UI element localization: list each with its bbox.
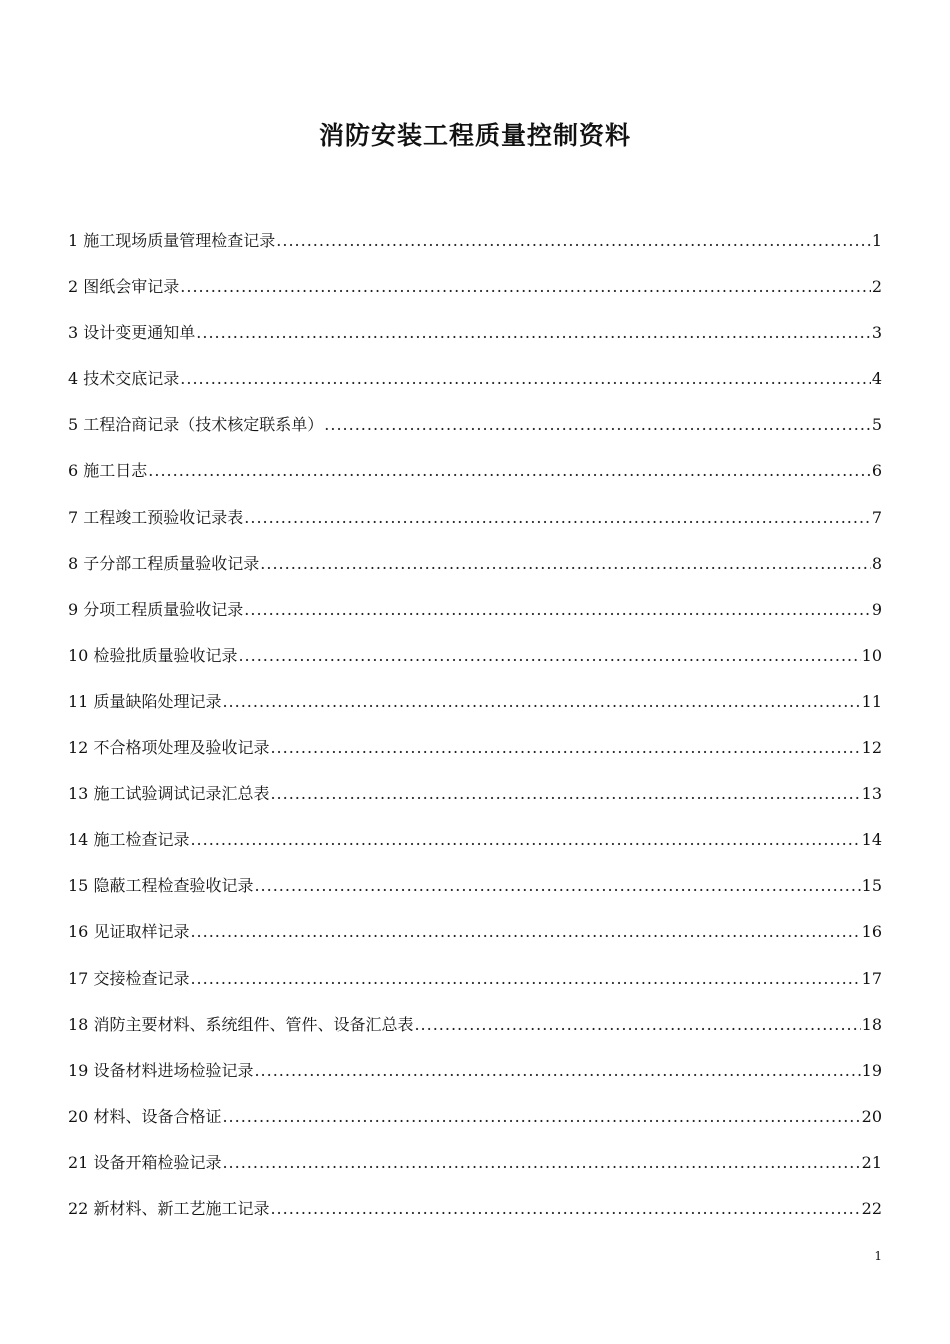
toc-entry-page: 1	[871, 231, 882, 250]
toc-entry-label: 17 交接检查记录	[68, 968, 190, 988]
toc-dot-leader	[270, 781, 860, 807]
toc-entry[interactable]	[68, 873, 882, 919]
toc-entry-label: 4 技术交底记录	[68, 369, 180, 389]
toc-entry-page: 20	[861, 1106, 882, 1126]
table-of-contents	[68, 228, 882, 1242]
toc-entry-label: 6 施工日志	[68, 461, 148, 481]
toc-entry-page: 9	[871, 599, 882, 619]
toc-entry[interactable]	[68, 458, 882, 504]
toc-entry-page: 18	[861, 1014, 882, 1034]
toc-entry-page: 13	[861, 784, 882, 804]
toc-entry[interactable]	[68, 689, 882, 735]
toc-dot-leader	[254, 1058, 860, 1084]
toc-entry-page: 16	[861, 922, 882, 942]
toc-dot-leader	[222, 1104, 860, 1130]
toc-entry[interactable]	[68, 781, 882, 827]
toc-entry-page: 22	[861, 1198, 882, 1218]
toc-dot-leader	[244, 597, 871, 623]
toc-entry-label: 5 工程洽商记录（技术核定联系单）	[68, 415, 324, 435]
toc-entry[interactable]	[68, 735, 882, 781]
toc-entry-label: 10 检验批质量验收记录	[68, 645, 238, 665]
toc-entry-label: 19 设备材料进场检验记录	[68, 1060, 254, 1080]
toc-entry[interactable]	[68, 274, 882, 320]
toc-entry[interactable]	[68, 551, 882, 597]
toc-entry[interactable]	[68, 1150, 882, 1196]
document-title: 消防安装工程质量控制资料	[318, 121, 631, 150]
toc-entry-page: 2	[871, 277, 882, 297]
toc-entry-label: 12 不合格项处理及验收记录	[68, 738, 270, 758]
toc-dot-leader	[276, 228, 871, 254]
toc-dot-leader	[414, 1012, 860, 1038]
toc-entry-label: 2 图纸会审记录	[68, 277, 180, 297]
toc-entry-page: 17	[861, 968, 882, 988]
toc-dot-leader	[270, 735, 860, 761]
toc-entry-label: 22 新材料、新工艺施工记录	[68, 1198, 270, 1218]
toc-entry-page: 4	[871, 369, 882, 389]
toc-entry[interactable]	[68, 505, 882, 551]
toc-entry-label: 9 分项工程质量验收记录	[68, 599, 244, 619]
toc-dot-leader	[190, 827, 860, 853]
toc-entry-page: 21	[861, 1152, 882, 1172]
toc-entry[interactable]	[68, 966, 882, 1012]
toc-entry-page: 10	[861, 645, 882, 665]
toc-dot-leader	[254, 873, 860, 899]
toc-entry-label: 14 施工检查记录	[68, 830, 190, 850]
toc-entry-page: 8	[871, 553, 882, 573]
toc-entry-label: 11 质量缺陷处理记录	[68, 691, 222, 711]
toc-entry[interactable]	[68, 320, 882, 366]
toc-dot-leader	[270, 1196, 860, 1222]
toc-dot-leader	[244, 505, 871, 531]
toc-dot-leader	[196, 320, 871, 346]
toc-entry-page: 12	[861, 738, 882, 758]
toc-dot-leader	[260, 551, 871, 577]
toc-entry-page: 11	[861, 691, 882, 711]
page-number: 1	[874, 1249, 882, 1263]
toc-entry[interactable]	[68, 228, 882, 274]
toc-entry[interactable]	[68, 412, 882, 458]
toc-entry-page: 19	[861, 1060, 882, 1080]
toc-entry-label: 15 隐蔽工程检查验收记录	[68, 876, 254, 896]
toc-entry[interactable]	[68, 1104, 882, 1150]
toc-dot-leader	[222, 689, 860, 715]
toc-dot-leader	[148, 458, 871, 484]
toc-entry-label: 7 工程竣工预验收记录表	[68, 507, 244, 527]
toc-entry[interactable]	[68, 643, 882, 689]
toc-entry[interactable]	[68, 1012, 882, 1058]
toc-dot-leader	[324, 412, 871, 438]
toc-entry-page: 7	[871, 507, 882, 527]
toc-entry-label: 16 见证取样记录	[68, 922, 190, 942]
toc-entry-label: 13 施工试验调试记录汇总表	[68, 784, 270, 804]
toc-entry-label: 1 施工现场质量管理检查记录	[68, 231, 276, 250]
toc-entry[interactable]	[68, 1196, 882, 1242]
toc-entry-page: 6	[871, 461, 882, 481]
toc-entry-page: 3	[871, 323, 882, 343]
toc-dot-leader	[238, 643, 860, 669]
toc-entry-label: 8 子分部工程质量验收记录	[68, 553, 260, 573]
toc-entry[interactable]	[68, 919, 882, 965]
toc-entry-label: 3 设计变更通知单	[68, 323, 196, 343]
toc-entry-label: 18 消防主要材料、系统组件、管件、设备汇总表	[68, 1014, 414, 1034]
toc-dot-leader	[180, 366, 871, 392]
toc-entry-label: 20 材料、设备合格证	[68, 1106, 222, 1126]
toc-dot-leader	[190, 966, 860, 992]
toc-dot-leader	[180, 274, 871, 300]
toc-entry-page: 15	[861, 876, 882, 896]
toc-entry-page: 5	[871, 415, 882, 435]
toc-dot-leader	[222, 1150, 860, 1176]
toc-entry[interactable]	[68, 827, 882, 873]
toc-entry[interactable]	[68, 366, 882, 412]
toc-entry-page: 14	[861, 830, 882, 850]
toc-dot-leader	[190, 919, 860, 945]
toc-entry[interactable]	[68, 597, 882, 643]
toc-entry-label: 21 设备开箱检验记录	[68, 1152, 222, 1172]
toc-entry[interactable]	[68, 1058, 882, 1104]
